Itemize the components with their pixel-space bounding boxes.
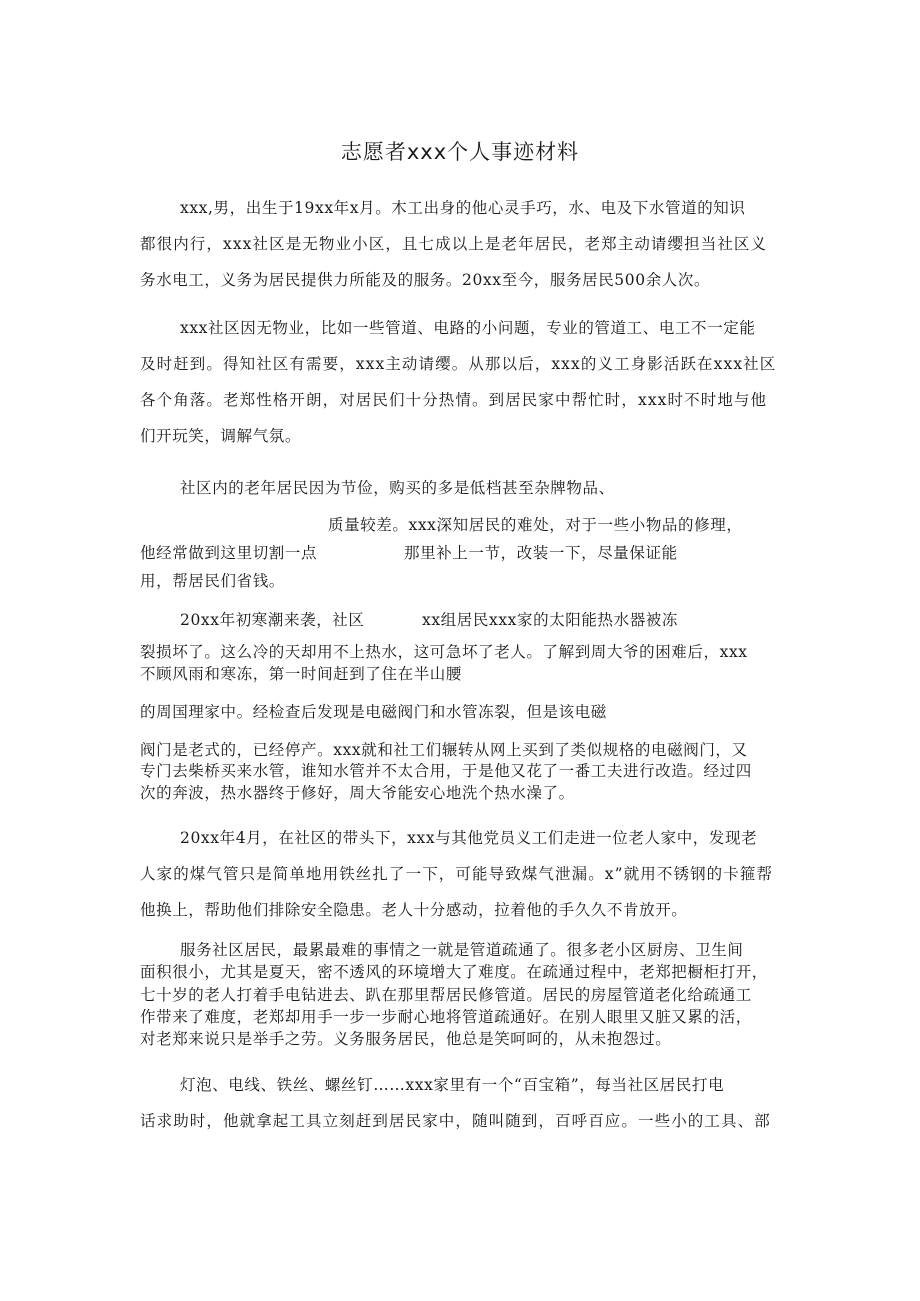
paragraph-3-line-2: 质量较差。xxx深知居民的难处，对于一些小物品的修理， <box>328 516 743 534</box>
paragraph-6-line-3: 七十岁的老人打着手电钻进去、趴在那里帮居民修管道。居民的房屋管道老化给疏通工 <box>140 986 752 1004</box>
paragraph-7-line-2: 话求助时，他就拿起工具立刻赶到居民家中，随叫随到，百呼百应。一些小的工具、部 <box>140 1112 771 1130</box>
paragraph-3-line-3b: 那里补上一节，改装一下，尽量保证能 <box>404 544 678 562</box>
paragraph-4-line-2: 裂损坏了。这么冷的天却用不上热水，这可急坏了老人。了解到周大爷的困难后，xxx <box>140 643 748 661</box>
paragraph-6-line-5: 对老郑来说只是举手之劳。义务服务居民，他总是笑呵呵的，从未抱怨过。 <box>140 1030 672 1048</box>
paragraph-1-line-2: 都很内行，xxx社区是无物业小区，且七成以上是老年居民，老郑主动请缨担当社区义 <box>140 235 768 253</box>
paragraph-3-line-4: 用，帮居民们省钱。 <box>140 572 285 590</box>
paragraph-2-line-3: 各个角落。老郑性格开朗，对居民们十分热情。到居民家中帮忙时，xxx时不时地与他 <box>140 391 768 409</box>
paragraph-6-line-1: 服务社区居民，最累最难的事情之一就是管道疏通了。很多老小区厨房、卫生间 <box>180 941 744 959</box>
paragraph-6-line-2: 面积很小，尤其是夏天，密不透风的环境增大了难度。在疏通过程中，老郑把橱柜打开， <box>140 963 768 981</box>
paragraph-3-line-3a: 他经常做到这里切割一点 <box>140 544 318 562</box>
paragraph-4-line-6: 专门去柴桥买来水管，谁知水管并不太合用，于是他又花了一番工夫进行改造。经过四 <box>140 762 752 780</box>
document-title: 志愿者xxx个人事迹材料 <box>340 140 580 164</box>
paragraph-4-line-7: 次的奔波，热水器终于修好，周大爷能安心地洗个热水澡了。 <box>140 784 575 802</box>
paragraph-5-line-1: 20xx年4月，在社区的带头下，xxx与其他党员义工们走进一位老人家中，发现老 <box>180 829 758 847</box>
paragraph-1-line-1: xxx,男，出生于19xx年x月。木工出身的他心灵手巧，水、电及下水管道的知识 <box>180 199 746 217</box>
paragraph-1-line-3: 务水电工，义务为居民提供力所能及的服务。20xx至今，服务居民500余人次。 <box>140 271 711 289</box>
paragraph-4-line-5: 阀门是老式的，已经停产。xxx就和社工们辗转从网上买到了类似规格的电磁阀门，又 <box>140 741 748 759</box>
paragraph-2-line-2: 及时赶到。得知社区有需要，xxx主动请缨。从那以后，xxx的义工身影活跃在xxx社区 <box>140 355 777 373</box>
paragraph-7-line-1: 灯泡、电线、铁丝、螺丝钉……xxx家里有一个“百宝箱”，每当社区居民打电 <box>180 1076 725 1094</box>
paragraph-4-line-1a: 20xx年初寒潮来袭，社区 <box>180 611 365 629</box>
paragraph-2-line-4: 们开玩笑，调解气氛。 <box>140 427 302 445</box>
paragraph-4-line-1b: xx组居民xxx家的太阳能热水器被冻 <box>422 611 679 629</box>
paragraph-5-line-2: 人家的煤气管只是简单地用铁丝扎了一下，可能导致煤气泄漏。x”就用不锈钢的卡箍帮 <box>140 865 774 883</box>
paragraph-6-line-4: 作带来了难度，老郑却用手一步一步耐心地将管道疏通好。在别人眼里又脏又累的活， <box>140 1008 752 1026</box>
paragraph-4-line-3: 不顾风雨和寒冻，第一时间赶到了住在半山腰 <box>140 665 463 683</box>
paragraph-2-line-1: xxx社区因无物业，比如一些管道、电路的小问题，专业的管道工、电工不一定能 <box>180 319 756 337</box>
paragraph-5-line-3: 他换上，帮助他们排除安全隐患。老人十分感动，拉着他的手久久不肯放开。 <box>140 901 688 919</box>
paragraph-4-line-4: 的周国理家中。经检查后发现是电磁阀门和水管冻裂，但是该电磁 <box>140 703 607 721</box>
paragraph-3-line-1: 社区内的老年居民因为节俭，购买的多是低档甚至杂牌物品、 <box>180 479 615 497</box>
